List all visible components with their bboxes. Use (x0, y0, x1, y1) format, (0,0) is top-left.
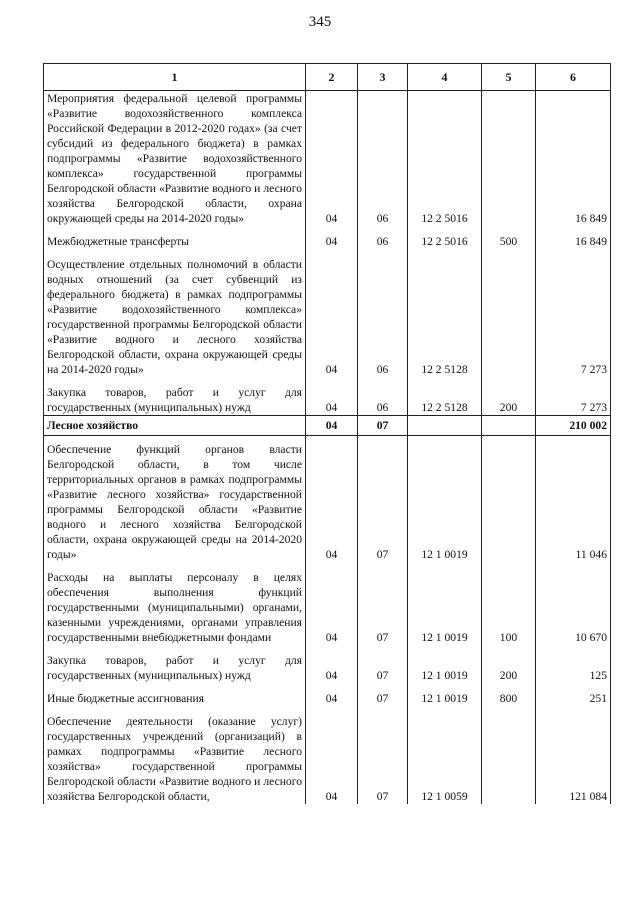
row-section: 04 (306, 706, 358, 804)
row-subsection: 06 (358, 91, 408, 227)
row-target: 12 1 0019 (408, 562, 482, 645)
table-row-section-total (44, 416, 611, 436)
row-description: Расходы на выплаты персоналу в целях обеспечения выполнения функций государственными (муниципальными) органами, казенными учреждениями, органами управления государственными внебюджетными фондами (44, 562, 306, 645)
row-section: 04 (306, 91, 358, 227)
row-subsection: 07 (358, 416, 408, 436)
row-subsection: 07 (358, 645, 408, 683)
row-target: 12 2 5128 (408, 249, 482, 377)
row-target: 12 2 5128 (408, 377, 482, 416)
row-section: 04 (306, 562, 358, 645)
table-row (44, 436, 611, 563)
row-amount: 10 670 (536, 562, 611, 645)
table-row (44, 377, 611, 416)
row-subsection: 06 (358, 226, 408, 249)
row-description: Обеспечение деятельности (оказание услуг) государственных учреждений (организаций) в рамках подпрограммы «Развитие лесного хозяйства» государственной программы Белгородской области «Развитие водного и лесного хозяйства Белгородской области, (44, 706, 306, 804)
row-amount: 251 (536, 683, 611, 706)
row-subsection: 07 (358, 706, 408, 804)
table-row (44, 249, 611, 377)
row-description: Закупка товаров, работ и услуг для государственных (муниципальных) нужд (44, 377, 306, 416)
row-type (482, 249, 536, 377)
page-number: 345 (308, 14, 332, 30)
row-section: 04 (306, 226, 358, 249)
row-section: 04 (306, 416, 358, 436)
header-col-4: 4 (408, 64, 482, 91)
row-type (482, 91, 536, 227)
row-description: Закупка товаров, работ и услуг для государственных (муниципальных) нужд (44, 645, 306, 683)
row-target: 12 1 0019 (408, 436, 482, 563)
header-col-2: 2 (306, 64, 358, 91)
row-type (482, 706, 536, 804)
row-type (482, 416, 536, 436)
row-section: 04 (306, 377, 358, 416)
table-row (44, 91, 611, 227)
table-header-row (44, 64, 611, 91)
table-row (44, 683, 611, 706)
row-subsection: 07 (358, 562, 408, 645)
row-target: 12 2 5016 (408, 226, 482, 249)
row-amount: 7 273 (536, 377, 611, 416)
header-col-5: 5 (482, 64, 536, 91)
table-row (44, 706, 611, 804)
row-type: 200 (482, 377, 536, 416)
row-target: 12 1 0059 (408, 706, 482, 804)
row-target: 12 1 0019 (408, 645, 482, 683)
row-description: Иные бюджетные ассигнования (44, 683, 306, 706)
row-type: 100 (482, 562, 536, 645)
row-description: Межбюджетные трансферты (44, 226, 306, 249)
table-row (44, 562, 611, 645)
table-row (44, 645, 611, 683)
row-amount: 7 273 (536, 249, 611, 377)
row-amount: 16 849 (536, 226, 611, 249)
table-row (44, 226, 611, 249)
header-col-3: 3 (358, 64, 408, 91)
row-subsection: 06 (358, 249, 408, 377)
header-col-1: 1 (44, 64, 306, 91)
header-col-6: 6 (536, 64, 611, 91)
row-description: Обеспечение функций органов власти Белгородской области, в том числе территориальных органов в рамках подпрограммы «Развитие лесного хозяйства» государственной программы Белгородской области «Развитие водного и лесного хозяйства Белгородской области, охрана окружающей среды на 2014-2020 годы» (44, 436, 306, 563)
row-section: 04 (306, 249, 358, 377)
row-type: 500 (482, 226, 536, 249)
row-type: 200 (482, 645, 536, 683)
row-section: 04 (306, 436, 358, 563)
row-amount: 121 084 (536, 706, 611, 804)
row-description: Лесное хозяйство (44, 416, 306, 436)
row-subsection: 06 (358, 377, 408, 416)
row-section: 04 (306, 683, 358, 706)
row-target: 12 1 0019 (408, 683, 482, 706)
row-amount: 125 (536, 645, 611, 683)
row-section: 04 (306, 645, 358, 683)
row-amount: 16 849 (536, 91, 611, 227)
row-target: 12 2 5016 (408, 91, 482, 227)
row-description: Мероприятия федеральной целевой программы «Развитие водохозяйственного комплекса Российской Федерации в 2012-2020 годах» (за счет субсидий из федерального бюджета) в рамках подпрограммы «Развитие водохозяйственного комплекса» государственной программы Белгородской области «Развитие водного и лесного хозяйства Белгородской области, охрана окружающей среды на 2014-2020 годы» (44, 91, 306, 227)
row-description: Осуществление отдельных полномочий в области водных отношений (за счет субвенций из федерального бюджета) в рамках подпрограммы «Развитие водохозяйственного комплекса» государственной программы Белгородской области «Развитие водного и лесного хозяйства Белгородской области, охрана окружающей среды на 2014-2020 годы» (44, 249, 306, 377)
row-amount: 210 002 (536, 416, 611, 436)
row-target (408, 416, 482, 436)
budget-table (43, 63, 611, 804)
row-type: 800 (482, 683, 536, 706)
row-type (482, 436, 536, 563)
row-subsection: 07 (358, 683, 408, 706)
row-subsection: 07 (358, 436, 408, 563)
row-amount: 11 046 (536, 436, 611, 563)
